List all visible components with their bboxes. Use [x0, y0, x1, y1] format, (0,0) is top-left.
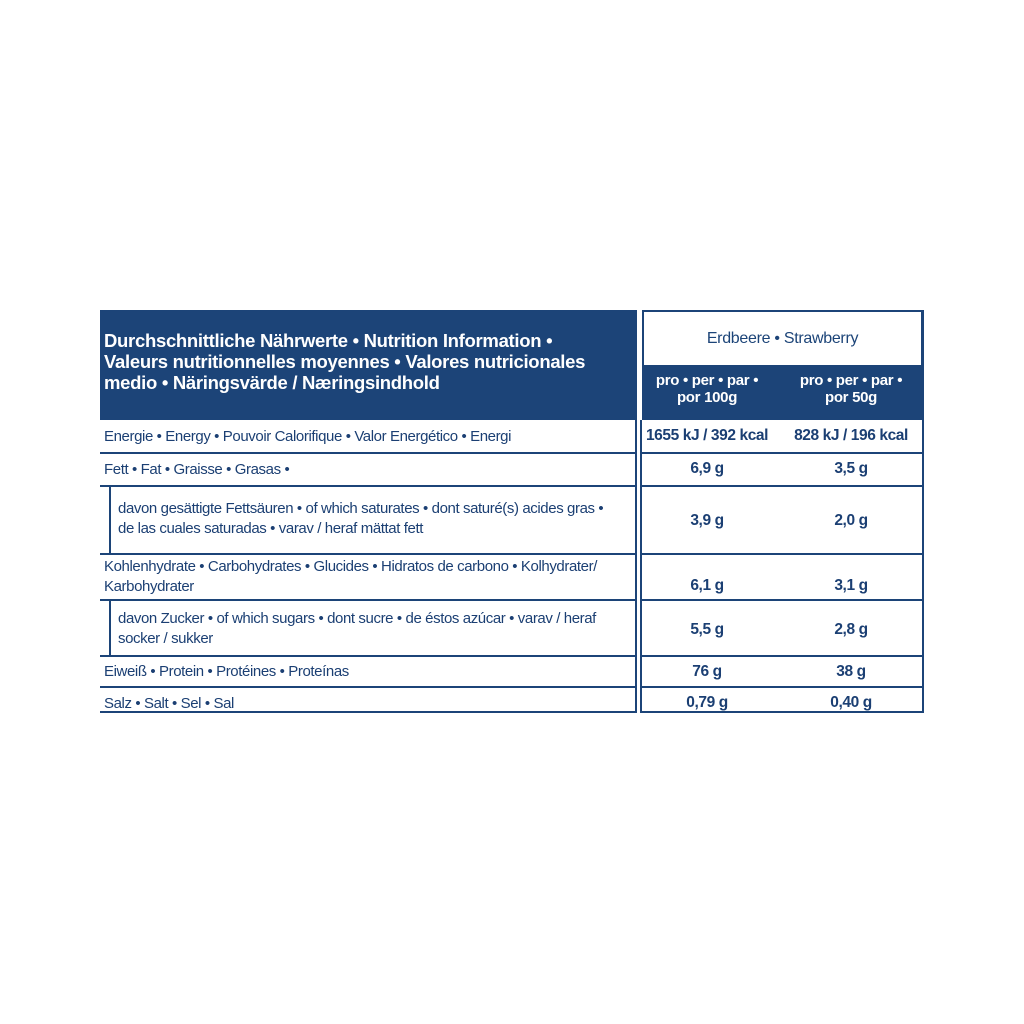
- column-header-line: por 50g: [824, 389, 878, 406]
- value-per-100g: 76 g: [692, 663, 722, 680]
- value-per-100g: 6,1 g: [690, 577, 724, 594]
- table-title: [100, 310, 637, 420]
- table-row: [642, 601, 922, 657]
- value-per-50g: 3,5 g: [834, 460, 868, 477]
- column-header-block: [642, 310, 924, 420]
- nutrient-label: Eiweiß • Protein • Protéines • Proteínas: [104, 663, 349, 680]
- column-header-line: pro • per • par •: [655, 372, 759, 389]
- table-row: [100, 555, 635, 601]
- title-line-2: Valeurs nutritionnelles moyennes • Valores nutricionales: [104, 351, 586, 372]
- value-per-50g: 0,40 g: [830, 694, 872, 711]
- value-per-100g: 3,9 g: [690, 512, 724, 529]
- value-per-50g: 2,8 g: [834, 621, 868, 638]
- table-row: [100, 454, 635, 487]
- value-per-100g: 6,9 g: [690, 460, 724, 477]
- nutrient-label: Fett • Fat • Graisse • Grasas •: [104, 461, 290, 478]
- value-per-50g: 38 g: [836, 663, 866, 680]
- value-per-100g: 5,5 g: [690, 621, 724, 638]
- nutrient-label: Salz • Salt • Sel • Sal: [104, 695, 234, 712]
- column-header-per-50g: [786, 372, 916, 406]
- nutrient-label: Energie • Energy • Pouvoir Calorifique • Valor Energético • Energi: [104, 428, 512, 445]
- nutrient-label: davon Zucker • of which sugars • dont sucre • de éstos azúcar • varav / heraf: [118, 610, 596, 627]
- nutrition-label: [100, 310, 924, 713]
- table-row: [642, 555, 922, 601]
- table-row: [100, 420, 635, 454]
- nutrient-label: Kohlenhydrate • Carbohydrates • Glucides • Hidratos de carbono • Kolhydrater/: [104, 558, 597, 575]
- value-per-50g: 3,1 g: [834, 577, 868, 594]
- nutrient-labels-column: [100, 420, 637, 713]
- table-row: [642, 657, 922, 688]
- column-header-per-100g: [642, 372, 772, 406]
- indent-divider: [109, 601, 111, 655]
- table-row: [642, 420, 922, 454]
- indent-divider: [109, 487, 111, 553]
- value-per-100g: 0,79 g: [686, 694, 728, 711]
- column-header-line: por 100g: [676, 389, 738, 406]
- nutrient-label: socker / sukker: [118, 630, 213, 647]
- table-row: [100, 487, 635, 555]
- value-per-50g: 828 kJ / 196 kcal: [794, 427, 908, 444]
- nutrient-label: de las cuales saturadas • varav / heraf mättat fett: [118, 520, 424, 537]
- table-row: [100, 657, 635, 688]
- nutrient-label: davon gesättigte Fettsäuren • of which saturates • dont saturé(s) acides gras •: [118, 500, 604, 517]
- nutrient-label: Karbohydrater: [104, 578, 194, 595]
- table-row: [642, 487, 922, 555]
- nutrient-values-column: [640, 420, 924, 713]
- column-header-line: pro • per • par •: [799, 372, 903, 389]
- table-row: [642, 454, 922, 487]
- value-per-50g: 2,0 g: [834, 512, 868, 529]
- title-line-3: medio • Näringsvärde / Næringsindhold: [104, 372, 440, 393]
- title-line-1: Durchschnittliche Nährwerte • Nutrition Information •: [104, 330, 553, 351]
- table-row: [642, 688, 922, 713]
- table-row: [100, 688, 635, 713]
- value-per-100g: 1655 kJ / 392 kcal: [645, 427, 769, 444]
- product-name: Erdbeere • Strawberry: [644, 312, 921, 365]
- table-row: [100, 601, 635, 657]
